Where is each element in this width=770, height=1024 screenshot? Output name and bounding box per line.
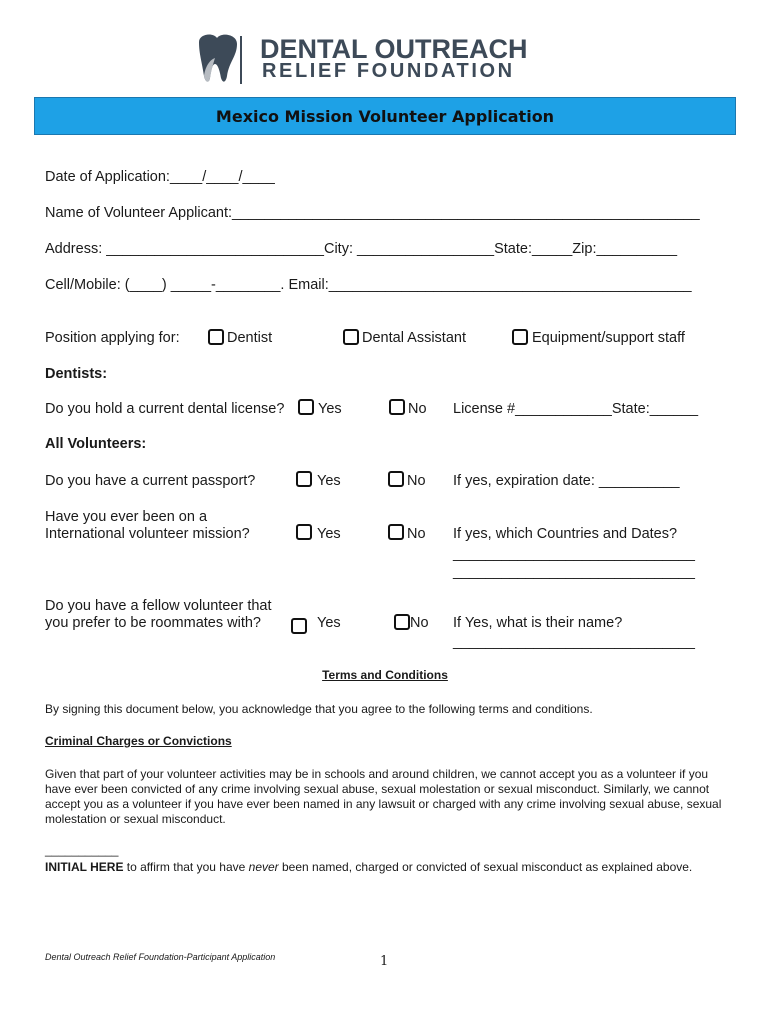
support-staff-checkbox[interactable] <box>512 329 528 345</box>
passport-yes-checkbox[interactable] <box>296 471 312 487</box>
logo-subtitle: RELIEF FOUNDATION <box>262 60 515 82</box>
criminal-text: Given that part of your volunteer activities may be in schools and around children, we cannot accept you as a volunteer if you have ever been convicted of any crime involving sexual abuse, sexual molestation or sexual misconduct. Similarly, we cannot accept you as a volunteer if you have ever been named in any lawsuit or charged with any crime involving sexual abuse, sexual molestation or sexual misconduct. <box>45 767 722 826</box>
license-number-field[interactable]: License #____________State:______ <box>453 401 699 417</box>
logo-title: DENTAL OUTREACH <box>260 34 528 64</box>
address-field[interactable]: Address: ___________________________City: _________________State:_____Zip:__________ <box>45 241 678 257</box>
mission-countries-field-2[interactable]: ______________________________ <box>453 564 695 580</box>
terms-intro: By signing this document below, you acknowledge that you agree to the following terms and conditions. <box>45 702 593 716</box>
license-yes-checkbox[interactable] <box>298 399 314 415</box>
page-title: Mexico Mission Volunteer Application <box>215 107 555 126</box>
dental-assistant-checkbox[interactable] <box>343 329 359 345</box>
mission-question-line1: Have you ever been on a <box>45 509 208 525</box>
passport-yes-label: Yes <box>317 473 341 489</box>
dentists-heading: Dentists: <box>45 366 108 382</box>
mission-yes-label: Yes <box>317 526 341 542</box>
license-yes-label: Yes <box>318 401 342 417</box>
initial-here-label: INITIAL HERE <box>45 860 124 874</box>
license-no-checkbox[interactable] <box>389 399 405 415</box>
initial-text-before: to affirm that you have <box>123 860 249 874</box>
support-staff-option-label: Equipment/support staff <box>532 330 685 346</box>
mission-no-label: No <box>407 526 426 542</box>
mission-followup-label: If yes, which Countries and Dates? <box>453 526 678 542</box>
initial-blank[interactable]: ___________ <box>45 843 119 857</box>
mission-yes-checkbox[interactable] <box>296 524 312 540</box>
all-volunteers-heading: All Volunteers: <box>45 436 147 452</box>
mission-question-line2: International volunteer mission? <box>45 526 250 542</box>
roommate-question-line2: you prefer to be roommates with? <box>45 615 261 631</box>
dental-assistant-option-label: Dental Assistant <box>362 330 466 346</box>
dentist-option-label: Dentist <box>227 330 273 346</box>
roommate-followup-label: If Yes, what is their name? <box>453 615 623 631</box>
position-label: Position applying for: <box>45 330 180 346</box>
roommate-no-label: No <box>410 615 429 631</box>
footer-text: Dental Outreach Relief Foundation-Participant Application <box>45 952 276 962</box>
cell-email-field[interactable]: Cell/Mobile: (____) _____-________. Email:_____________________________________________ <box>45 277 692 293</box>
terms-heading: Terms and Conditions <box>322 668 448 682</box>
tooth-icon <box>193 32 247 86</box>
mission-no-checkbox[interactable] <box>388 524 404 540</box>
roommate-yes-checkbox[interactable] <box>291 618 307 634</box>
initial-text-emphasis: never <box>248 860 279 874</box>
passport-expiration-field[interactable]: If yes, expiration date: __________ <box>453 473 680 489</box>
passport-no-checkbox[interactable] <box>388 471 404 487</box>
date-field[interactable]: Date of Application:____/____/____ <box>45 169 275 185</box>
roommate-question-line1: Do you have a fellow volunteer that <box>45 598 272 614</box>
license-no-label: No <box>408 401 427 417</box>
title-banner <box>34 97 736 135</box>
roommate-no-checkbox[interactable] <box>394 614 410 630</box>
roommate-name-field[interactable]: ______________________________ <box>453 634 695 650</box>
roommate-yes-label: Yes <box>317 615 341 631</box>
passport-question: Do you have a current passport? <box>45 473 256 489</box>
license-question: Do you hold a current dental license? <box>45 401 285 417</box>
dentist-checkbox[interactable] <box>208 329 224 345</box>
mission-countries-field-1[interactable]: ______________________________ <box>453 546 695 562</box>
initial-statement <box>45 860 692 874</box>
passport-no-label: No <box>407 473 426 489</box>
page-number: 1 <box>380 954 389 969</box>
name-field[interactable]: Name of Volunteer Applicant:__________________________________________________________ <box>45 205 700 221</box>
criminal-heading: Criminal Charges or Convictions <box>45 734 232 748</box>
initial-text-after: been named, charged or convicted of sexual misconduct as explained above. <box>278 860 693 874</box>
